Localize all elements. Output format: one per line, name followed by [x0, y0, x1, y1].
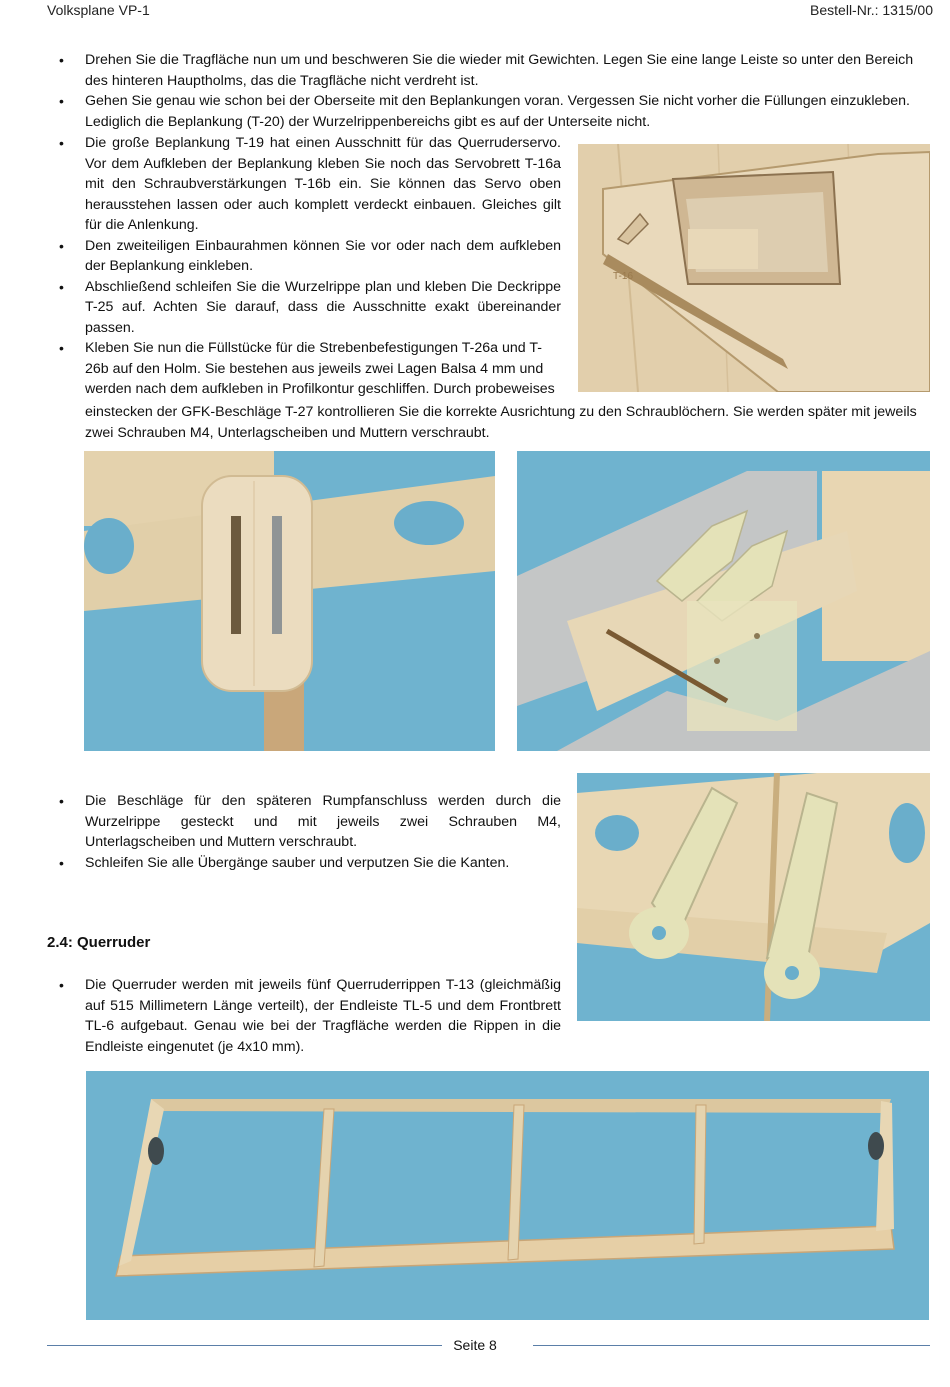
list-item: • Die große Beplankung T-19 hat einen Ausschnitt für das Querruderservo. Vor dem Aufkleben der Beplankung kleben Sie noch das Servobrett T-16a mit den Schraubverstärkungen T-16b ein. Sie können das Servo oben herausstehen lassen oder auch komplett verdeckt einbauen. Gleiches gilt für die Anlenkung.	[47, 133, 561, 236]
list-item: • Den zweiteiligen Einbaurahmen können Sie vor oder nach dem aufkleben der Beplankung einkleben.	[47, 236, 561, 277]
photo-label-t16: T-16	[613, 271, 634, 282]
continuation-text: einstecken der GFK-Beschläge T-27 kontrollieren Sie die korrekte Ausrichtung zu den Schraublöchern. Sie werden später mit jeweils zwei Schrauben M4, Unterlagscheiben und Muttern verschraubt.	[85, 404, 917, 441]
header-order-number: Bestell-Nr.: 1315/00	[810, 2, 933, 18]
photo-aileron-frame	[86, 1071, 929, 1320]
section-bullet-list	[47, 975, 561, 1057]
list-item: • Abschließend schleifen Sie die Wurzelrippe plan und kleben Die Deckrippe T-25 auf. Achten Sie darauf, dass die Ausschnitte exakt übereinander passen.	[47, 277, 561, 339]
photo-servo-cutout	[578, 144, 930, 392]
list-item: • Die Querruder werden mit jeweils fünf Querruderrippen T-13 (gleichmäßig auf 515 Millimetern Länge verteilt), der Endleiste TL-5 und dem Frontbrett TL-6 aufgebaut. Genau wie bei der Tragfläche werden die Rippen in die Endleiste eingenutet (je 4x10 mm).	[47, 975, 561, 1057]
photo-strut-filler	[84, 451, 495, 751]
list-item: • Drehen Sie die Tragfläche nun um und beschweren Sie die wieder mit Gewichten. Legen Sie eine lange Leiste so unter den Bereich des hinteren Hauptholms, das die Tragfläche nicht verdreht ist.	[47, 50, 932, 91]
list-item: • Schleifen Sie alle Übergänge sauber und verputzen Sie die Kanten.	[47, 853, 561, 874]
photo-gfk-fittings	[517, 451, 930, 751]
photo-root-rib-fittings	[577, 773, 930, 1021]
side-bullet-list	[47, 133, 561, 400]
header-title: Volksplane VP-1	[47, 2, 150, 18]
list-item: • Kleben Sie nun die Füllstücke für die Strebenbefestigungen T-26a und T-26b auf den Holm. Sie bestehen aus jeweils zwei Lagen Balsa 4 mm und werden nach dem aufkleben in Profilkontur geschliffen. Durch probeweises	[47, 338, 561, 400]
section-heading: 2.4: Querruder	[47, 934, 151, 951]
page-number: Seite 8	[453, 1337, 497, 1353]
list-item: • Gehen Sie genau wie schon bei der Oberseite mit den Beplankungen voran. Vergessen Sie nicht vorher die Füllungen einzukleben. Lediglich die Beplankung (T-20) der Wurzelrippenbereichs gibt es auf der Unterseite nicht.	[47, 91, 932, 132]
list-item: • Die Beschläge für den späteren Rumpfanschluss werden durch die Wurzelrippe gesteckt und mit jeweils zwei Schrauben M4, Unterlagscheiben und Muttern verschraubt.	[47, 791, 561, 853]
top-bullet-list	[47, 50, 932, 132]
mid-bullet-list	[47, 791, 561, 873]
